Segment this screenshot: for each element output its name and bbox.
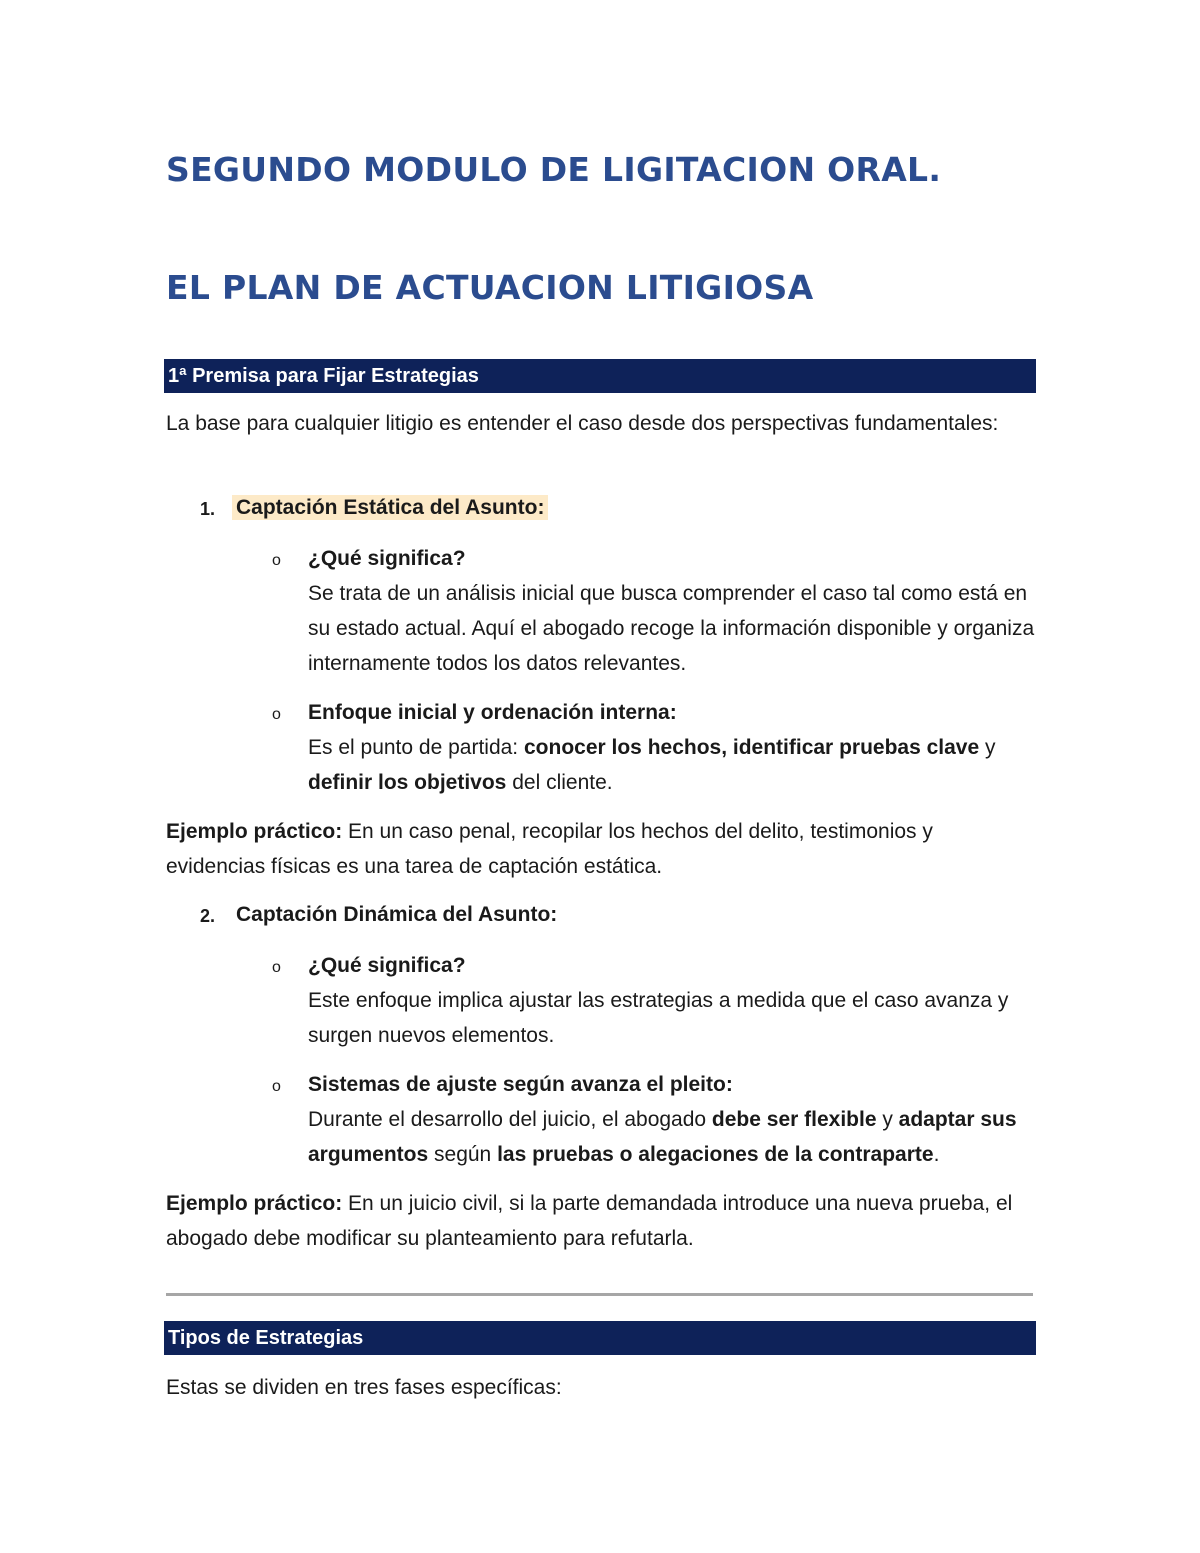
section-heading-premisa: 1ª Premisa para Fijar Estrategias (164, 359, 1036, 393)
item1-bullet1-heading: ¿Qué significa? (308, 547, 466, 570)
example-label: Ejemplo práctico: (166, 820, 343, 843)
item1-bullet2-text (308, 730, 1038, 800)
example-label: Ejemplo práctico: (166, 1192, 343, 1215)
text-segment: y (876, 1108, 899, 1131)
example2-paragraph (166, 1186, 1026, 1256)
bullet-circle-icon: o (272, 959, 281, 976)
document-subtitle: EL PLAN DE ACTUACION LITIGIOSA (166, 268, 814, 307)
text-segment: Es el punto de partida: (308, 736, 524, 759)
example-text: En un juicio civil, si la parte demandada introduce una nueva prueba, el abogado debe modificar su planteamiento para refutarla. (166, 1192, 1013, 1250)
section1-intro: La base para cualquier litigio es entender el caso desde dos perspectivas fundamentales: (166, 412, 999, 435)
section2-intro: Estas se dividen en tres fases específicas: (166, 1376, 562, 1399)
text-segment: Durante el desarrollo del juicio, el abogado (308, 1108, 712, 1131)
item2-heading: Captación Dinámica del Asunto: (236, 903, 558, 926)
bold-segment: debe ser flexible (711, 1108, 877, 1131)
list-number-2: 2. (200, 906, 216, 926)
bullet-circle-icon: o (272, 552, 281, 569)
text-segment: . (933, 1143, 940, 1166)
section-heading-tipos: Tipos de Estrategias (164, 1321, 1036, 1355)
item1-bullet1-text: Se trata de un análisis inicial que busca comprender el caso tal como está en su estado actual. Aquí el abogado recoge la información disponible y organiza internamente todos los datos relevantes. (308, 582, 1035, 675)
bold-segment: definir los objetivos (308, 771, 507, 794)
item1-heading (236, 490, 548, 525)
text-segment: y (979, 736, 996, 759)
list-number-1: 1. (200, 499, 216, 519)
text-segment: del cliente. (506, 771, 613, 794)
bold-segment: adaptar sus argumentos (308, 1108, 1017, 1166)
bullet-circle-icon: o (272, 706, 281, 723)
item2-bullet1-heading: ¿Qué significa? (308, 954, 466, 977)
text-segment: según (428, 1143, 498, 1166)
bullet-circle-icon: o (272, 1078, 281, 1095)
item1-heading-highlight: Captación Estática del Asunto: (232, 495, 548, 520)
item2-bullet2-text (308, 1102, 1038, 1172)
example-text: En un caso penal, recopilar los hechos del delito, testimonios y evidencias físicas es una tarea de captación estática. (166, 820, 933, 878)
document-title: SEGUNDO MODULO DE LIGITACION ORAL. (166, 150, 942, 189)
horizontal-divider (166, 1293, 1033, 1296)
item2-bullet1-text: Este enfoque implica ajustar las estrategias a medida que el caso avanza y surgen nuevos elementos. (308, 989, 1009, 1047)
bold-segment: conocer los hechos, identificar pruebas clave (523, 736, 980, 759)
item2-bullet2-heading: Sistemas de ajuste según avanza el pleito: (308, 1073, 733, 1096)
example1-paragraph (166, 814, 1026, 884)
item1-bullet2-heading: Enfoque inicial y ordenación interna: (308, 701, 677, 724)
bold-segment: las pruebas o alegaciones de la contraparte (497, 1143, 934, 1166)
